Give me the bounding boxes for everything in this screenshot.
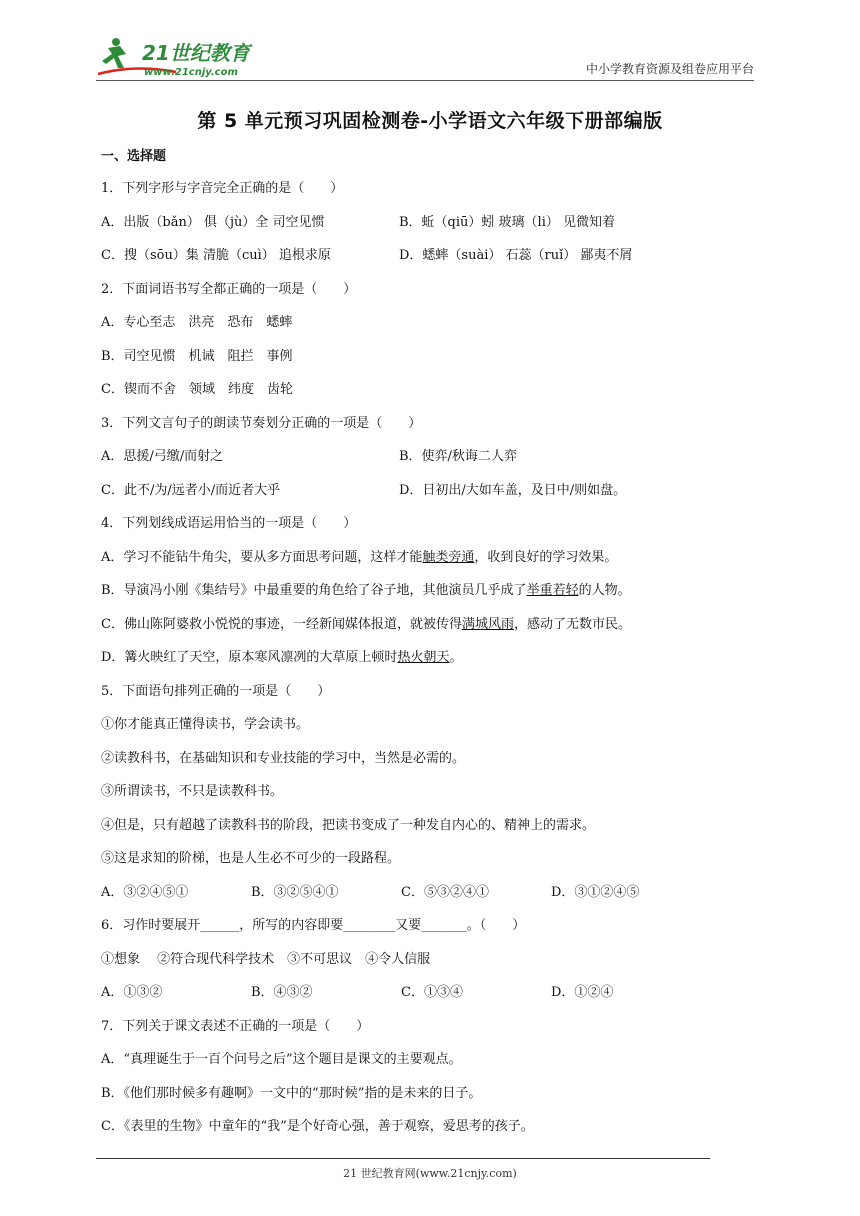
underlined-idiom: 满城风雨 [461, 616, 514, 632]
option-text: B．导演冯小刚《集结号》中最重要的角色给了谷子地，其他演员几乎成了 [101, 583, 527, 598]
option-c [101, 608, 761, 642]
question-6-stem: 6．习作时要展开______，所写的内容即要________又要_______。（ ） [101, 918, 526, 933]
option-b: B．③②⑤④① [251, 884, 339, 900]
option-d: D．①②④ [551, 985, 614, 1000]
question-1-options-ab [101, 206, 761, 240]
question-2-stem: 2．下面词语书写全都正确的一项是（ ） [101, 281, 357, 297]
option-b: B．蚯（qiū）蚓 玻璃（li） 见微知着 [399, 214, 615, 230]
sentence-3: ③所谓读书，不只是读教科书。 [101, 784, 284, 799]
header-divider [96, 80, 754, 81]
footer-divider [96, 1158, 710, 1159]
sentence-2: ②读教科书，在基础知识和专业技能的学习中，当然是必需的。 [101, 750, 466, 766]
option-b [101, 574, 761, 608]
option-a: A．③②④⑤① [101, 884, 189, 900]
question-5-stem: 5．下面语句排列正确的一项是（ ） [101, 683, 331, 699]
underlined-idiom: 触类旁通 [422, 549, 475, 565]
section-heading: 一、选择题 [101, 149, 167, 164]
underlined-idiom: 热火朝天 [397, 650, 450, 665]
option-a: A．思援/弓缴/而射之 [101, 449, 224, 464]
footer-text: 21 世纪教育网(www.21cnjy.com) [343, 1167, 517, 1180]
option-d [101, 641, 761, 675]
option-c: C．搜（sōu）集 清脆（cuì） 追根求原 [101, 248, 331, 263]
question-6-options [101, 976, 761, 1010]
sentence-1: ①你才能真正懂得读书，学会读书。 [101, 717, 310, 732]
option-text: D．篝火映红了天空，原本寒风凛冽的大草原上顿时 [101, 650, 398, 665]
option-c: C．此不/为/远者小/而近者大乎 [101, 482, 281, 498]
question-3-stem: 3．下列文言句子的朗读节奏划分正确的一项是（ ） [101, 415, 422, 431]
option-a [101, 541, 761, 575]
option-text: 。 [449, 650, 463, 665]
document-body [101, 146, 761, 1144]
option-c: C．锲而不舍 领域 纬度 齿轮 [101, 382, 293, 397]
option-c: C．⑤③②④① [401, 884, 489, 900]
option-b: B．④③② [251, 985, 313, 1000]
question-1-stem: 1．下列字形与字音完全正确的是（ ） [101, 181, 344, 196]
question-1-options-cd [101, 239, 761, 273]
sentence-4: ④但是，只有超越了读教科书的阶段，把读书变成了一种发自内心的、精神上的需求。 [101, 817, 596, 833]
page-title: 第 5 单元预习巩固检测卷-小学语文六年级下册部编版 [197, 110, 663, 132]
option-d: D．③①②④⑤ [551, 884, 640, 900]
option-b: B．使弈/秋诲二人弈 [399, 449, 517, 464]
logo-url: www.21cnjy.com [144, 67, 238, 78]
option-d: D．日初出/大如车盖，及日中/则如盘。 [399, 482, 627, 498]
option-a: A．专心至志 洪亮 恐布 蟋蟀 [101, 315, 293, 330]
underlined-idiom: 举重若轻 [526, 583, 579, 598]
option-c: C．①③④ [401, 985, 463, 1000]
option-c: C．《表里的生物》中童年的“我”是个好奇心强，善于观察，爱思考的孩子。 [101, 1119, 534, 1134]
option-a: A．①③② [101, 985, 163, 1000]
question-5-options [101, 876, 761, 910]
option-a: A．出版（bǎn） 俱（jù）全 司空见惯 [101, 214, 325, 230]
page-header [0, 0, 860, 90]
question-7-stem: 7．下列关于课文表述不正确的一项是（ ） [101, 1018, 370, 1034]
question-4-stem: 4．下列划线成语运用恰当的一项是（ ） [101, 516, 357, 531]
option-a: A．“真理诞生于一百个问号之后”这个题目是课文的主要观点。 [101, 1052, 462, 1067]
option-text: ，收到良好的学习效果。 [474, 549, 618, 565]
option-b: B．司空见惯 机诫 阻拦 事例 [101, 348, 293, 364]
question-3-options-cd [101, 474, 761, 508]
option-text: ，感动了无数市民。 [513, 616, 631, 632]
option-b: B．《他们那时候多有趣啊》一文中的“那时候”指的是未来的日子。 [101, 1085, 482, 1101]
logo [96, 34, 266, 80]
platform-name: 中小学教育资源及组卷应用平台 [585, 62, 754, 76]
option-text: 的人物。 [578, 583, 631, 598]
logo-title: 21世纪教育 [142, 41, 250, 65]
question-3-options-ab [101, 440, 761, 474]
option-text: A．学习不能钻牛角尖，要从多方面思考问题，这样才能 [101, 549, 423, 565]
option-d: D．蟋蟀（suài） 石蕊（ruǐ） 鄙夷不屑 [399, 248, 633, 263]
option-text: C．佛山陈阿婆救小悦悦的事迹，一经新闻媒体报道，就被传得 [101, 616, 462, 632]
sentence-5: ⑤这是求知的阶梯，也是人生必不可少的一段路程。 [101, 851, 401, 866]
question-6-choices: ①想象 ②符合现代科学技术 ③不可思议 ④令人信服 [101, 951, 431, 967]
